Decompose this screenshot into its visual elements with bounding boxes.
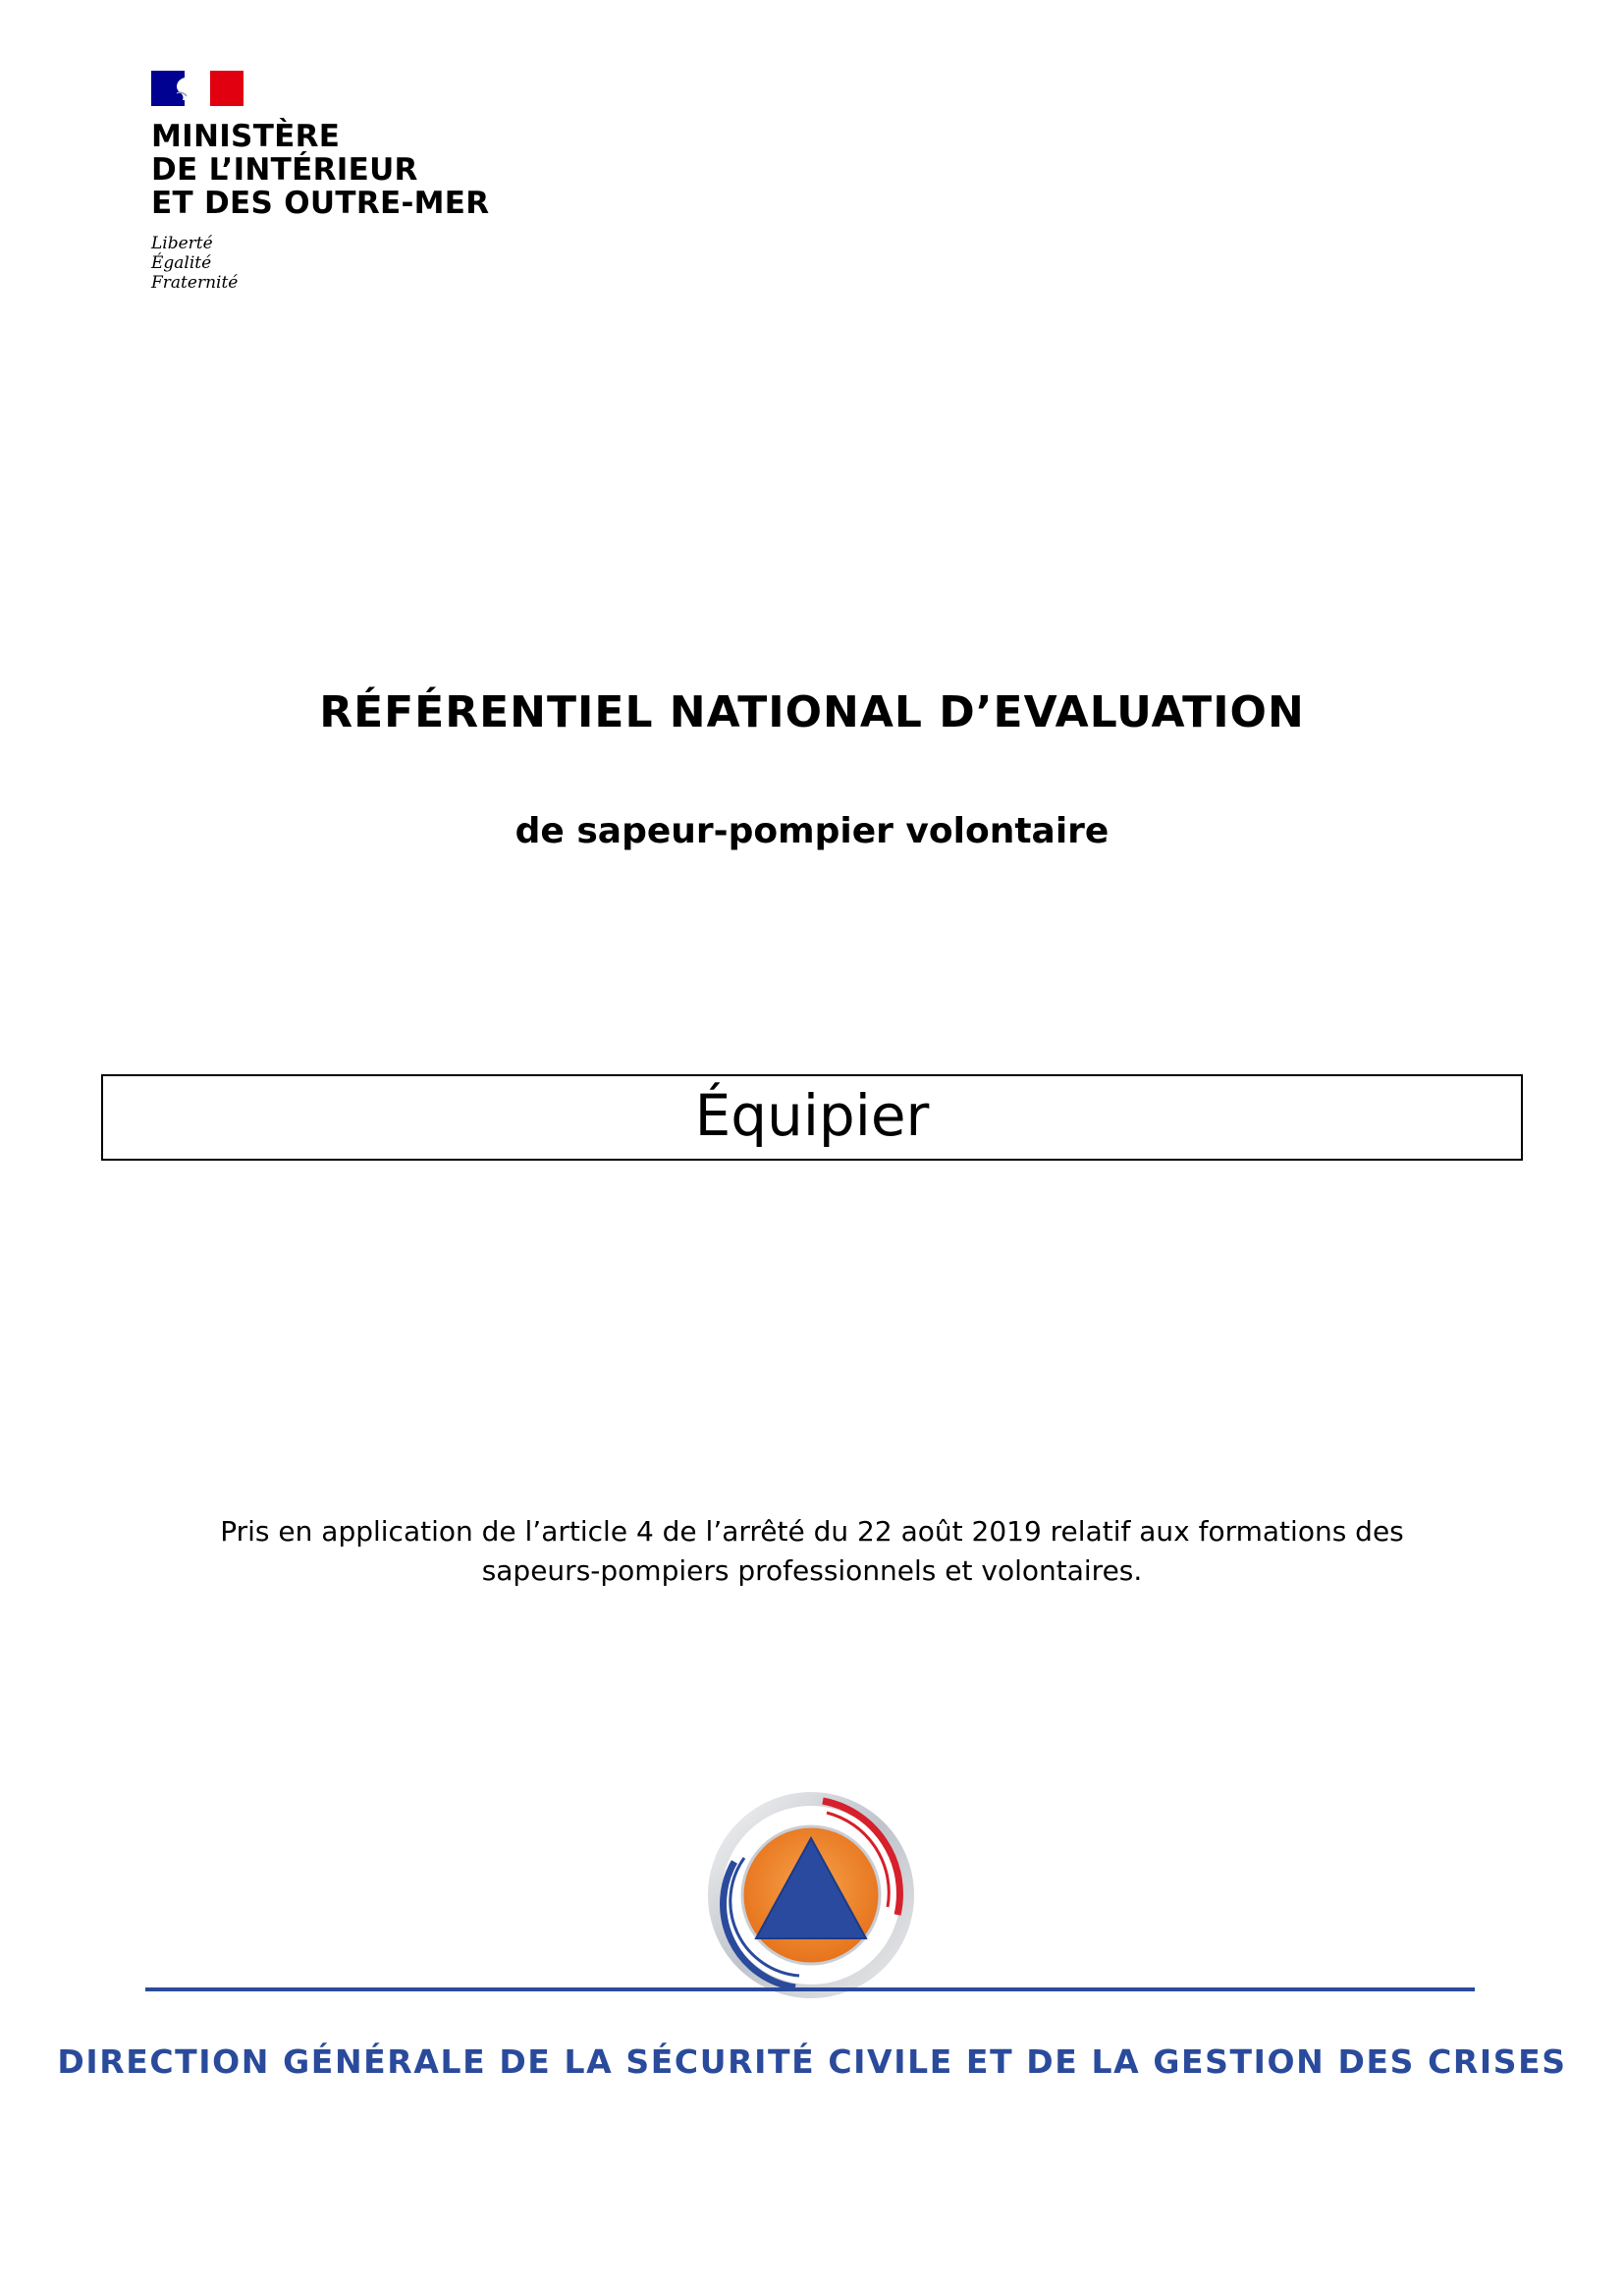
application-line: Pris en application de l’article 4 de l’arrêté du 22 août 2019 relatif aux formations des: [220, 1515, 1404, 1548]
ministry-name-line: MINISTÈRE: [151, 119, 341, 154]
organization-name: DIRECTION GÉNÉRALE DE LA SÉCURITÉ CIVILE ET DE LA GESTION DES CRISES: [57, 2042, 1567, 2081]
ministry-name-line: DE L’INTÉRIEUR: [151, 152, 418, 188]
marianne-flag-logo: [151, 71, 244, 106]
civil-protection-emblem-icon: [705, 1789, 917, 2001]
motto-line: Égalité: [151, 253, 212, 273]
ministry-name: [151, 120, 564, 220]
application-line: sapeurs-pompiers professionnels et volontaires.: [481, 1554, 1143, 1587]
ministry-logo-block: [151, 71, 564, 293]
role-box: [101, 1074, 1523, 1161]
footer-divider: [145, 1987, 1475, 1991]
application-note: [147, 1512, 1477, 1591]
motto-line: Fraternité: [151, 273, 239, 293]
document-title: RÉFÉRENTIEL NATIONAL D’EVALUATION: [319, 687, 1305, 737]
role-title: Équipier: [694, 1082, 930, 1149]
republic-motto: [151, 234, 564, 293]
document-subtitle: de sapeur-pompier volontaire: [514, 811, 1110, 851]
ministry-name-line: ET DES OUTRE-MER: [151, 186, 490, 221]
motto-line: Liberté: [151, 234, 213, 253]
flag-red-band: [210, 71, 244, 106]
marianne-profile-icon: [171, 74, 210, 103]
